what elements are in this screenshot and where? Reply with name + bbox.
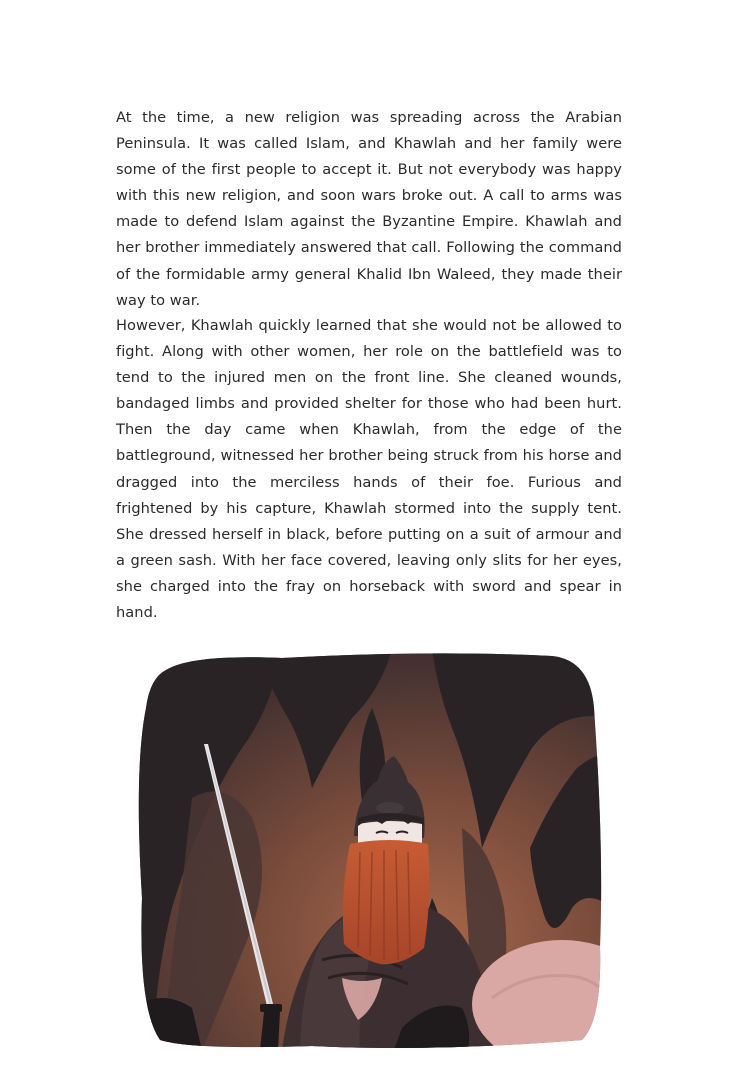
red-veil	[343, 840, 429, 964]
body-paragraph-2: However, Khawlah quickly learned that she would not be allowed to fight. Along with other women, her role on the battlefield was to tend to the injured men on the front line. She cleaned wounds, bandaged limbs and provided shelter for those who had been hurt. Then the day came when Khawlah, from the edge of the battleground, witnessed her brother being struck from his horse and dragged into the merciless hands of their foe. Furious and frightened by his capture, Khawlah stormed into the supply tent. She dressed herself in black, before putting on a suit of armour and a green sash. With her face covered, leaving only slits for her eyes, she charged into the fray on horseback with sword and spear in hand.	[116, 317, 622, 622]
khawlah-illustration	[132, 648, 612, 1050]
body-paragraph-1: At the time, a new religion was spreading across the Arabian Peninsula. It was called Islam, and Khawlah and her family were some of the first people to accept it. But not everybody was happy with this new religion, and soon wars broke out. A call to arms was made to defend Islam against the Byzantine Empire. Khawlah and her brother immediately answered that call. Following the command of the formidable army general Khalid Ibn Waleed, they made their way to war.	[116, 109, 622, 309]
